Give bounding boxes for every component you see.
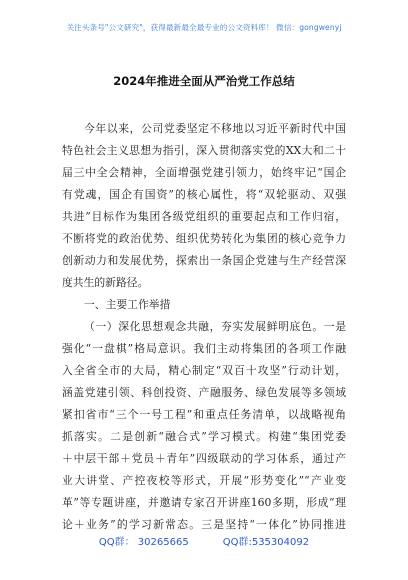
- body-line: 有党魂，国企有国资”的核心属性，将“双轮驱动、双强: [62, 188, 346, 201]
- footer-qq-group-1: QQ群： 30265665: [98, 537, 189, 548]
- body-line: 强化“一盘棋”格局意识。我们主动将集团的各项工作融: [62, 342, 346, 355]
- body-line: 度共生的新路径。: [62, 276, 149, 289]
- body-line: 创新动力和发展优势，探索出一条国企党建与生产经营深: [62, 254, 346, 267]
- body-line: 紧扣省市“三个一号工程”和重点任务清单，以战略视角: [62, 408, 346, 421]
- body-line: 入全省全市的大局，精心制定“双百十攻坚”行动计划，: [62, 364, 346, 377]
- footer-contact: [0, 533, 408, 548]
- body-line: 不断将党的政治优势、组织优势转化为集团的核心竞争力: [62, 232, 346, 245]
- header-note: 关注头条号"公文研究"，获得最新最全最专业的公文资料库！ 微信：gongwenyj: [66, 23, 342, 32]
- body-line: 业大讲堂、产控夜校等形式，开展“形势变化”“产业变: [62, 474, 346, 487]
- body-line: 涵盖党建引领、科创投资、产融服务、绿色发展等多领域: [62, 386, 346, 399]
- body-line: 特色社会主义思想为指引，深入贯彻落实党的XX大和二十: [62, 144, 346, 157]
- body-line: 抓落实。二是创新“融合式”学习模式。构建“集团党委: [62, 430, 346, 443]
- body-line: ＋中层干部＋党员＋青年”四级联动的学习体系，通过产: [62, 452, 346, 465]
- body-line: 共进”目标作为集团各级党组织的重要起点和工作归宿，: [62, 210, 346, 223]
- document-title: 2024年推进全面从严治党工作总结: [113, 74, 295, 88]
- body-line: 论＋业务”的学习新常态。三是坚持“一体化”协同推进: [62, 518, 346, 531]
- body-line: 今年以来，公司党委坚定不移地以习近平新时代中国: [84, 122, 346, 135]
- footer-qq-group-2: QQ群:535304092: [222, 537, 310, 548]
- section-heading: 一、主要工作举措: [84, 298, 171, 311]
- body-line: （一）深化思想观念共融，夯实发展鲜明底色。一是: [84, 320, 346, 333]
- body-line: 革”等专题讲座，并邀请专家召开讲座160多期，形成“理: [62, 496, 346, 509]
- body-line: 届三中全会精神，全面增强党建引领力，始终牢记“国企: [62, 166, 346, 179]
